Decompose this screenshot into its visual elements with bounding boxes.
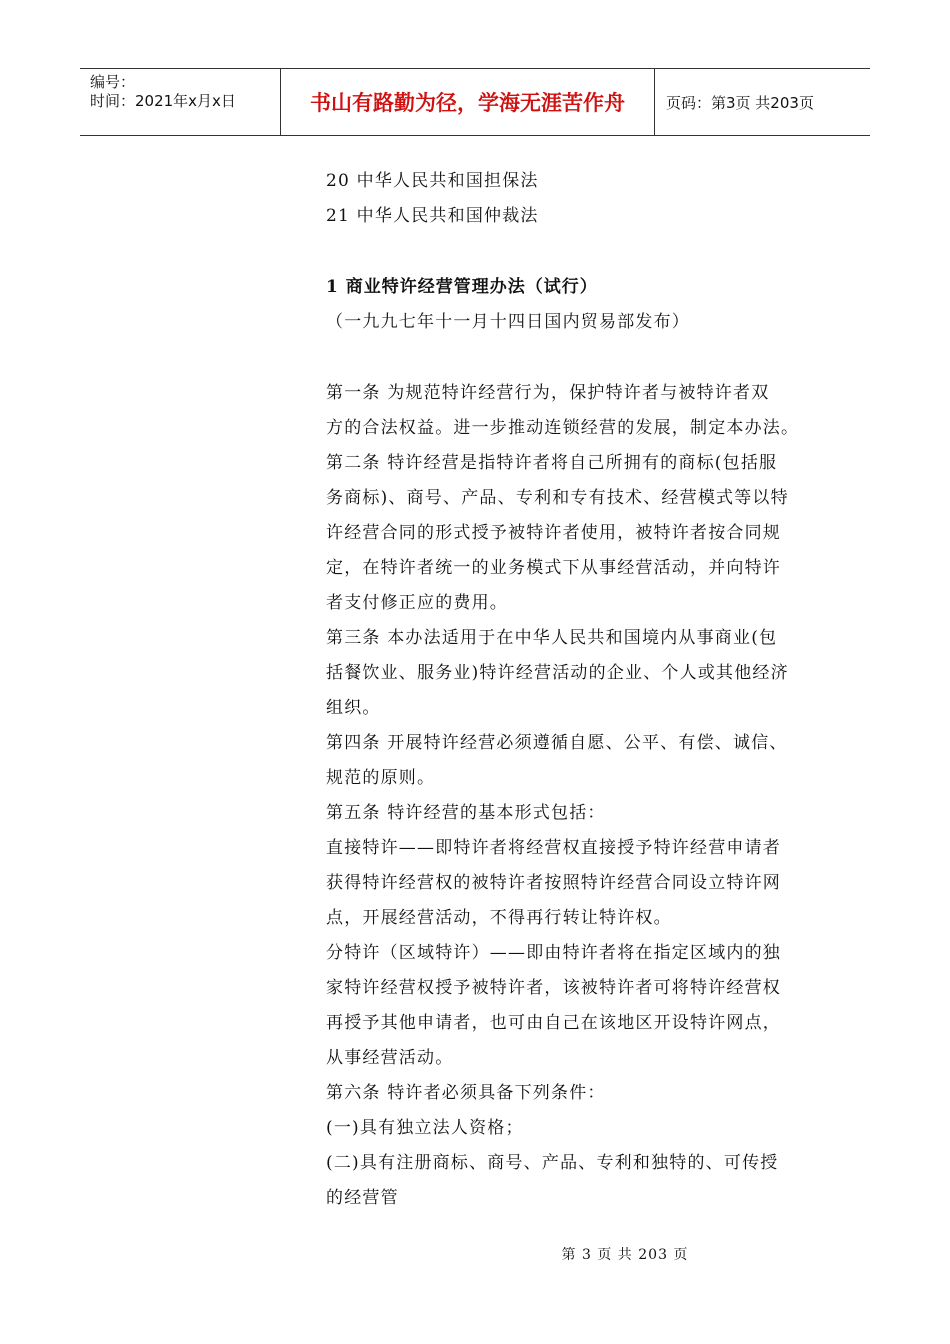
header-motto: 书山有路勤为径，学海无涯苦作舟 [281,69,655,135]
body-line: 许经营合同的形式授予被特许者使用，被特许者按合同规 [326,523,781,543]
body-line: 分特许（区域特许）——即由特许者将在指定区域内的独 [326,943,781,963]
list-item: 21 中华人民共和国仲裁法 [326,206,539,226]
header-meta [80,69,281,135]
body-line: 的经营管 [326,1188,399,1208]
body-line: (一)具有独立法人资格； [326,1118,524,1138]
body-line: 从事经营活动。 [326,1048,454,1068]
body-line: 第二条 特许经营是指特许者将自己所拥有的商标(包括服 [326,453,778,473]
body-line: 方的合法权益。进一步推动连锁经营的发展，制定本办法。 [326,418,800,438]
body-line: 第三条 本办法适用于在中华人民共和国境内从事商业(包 [326,628,778,648]
page-footer [0,1244,950,1264]
body-line: 第一条 为规范特许经营行为，保护特许者与被特许者双 [326,383,770,403]
issue-note: （一九九七年十一月十四日国内贸易部发布） [326,312,690,332]
body-line: 者支付修正应的费用。 [326,593,508,613]
body-line: 第四条 开展特许经营必须遵循自愿、公平、有偿、诚信、 [326,733,788,753]
section-title: 1 商业特许经营管理办法（试行） [326,277,598,297]
body-line: (二)具有注册商标、商号、产品、专利和独特的、可传授 [326,1153,779,1173]
body-line: 定，在特许者统一的业务模式下从事经营活动，并向特许 [326,558,781,578]
page-header [80,68,870,136]
footer-page-number: 第 3 页 共 203 页 [561,1247,689,1263]
body-line: 括餐饮业、服务业)特许经营活动的企业、个人或其他经济 [326,663,789,683]
body-line: 务商标)、商号、产品、专利和专有技术、经营模式等以特 [326,488,789,508]
document-number-label: 编号： [90,73,136,91]
body-paragraphs [326,376,826,1216]
document-body [326,164,826,1216]
body-line: 直接特许——即特许者将经营权直接授予特许经营申请者 [326,838,781,858]
body-line: 获得特许经营权的被特许者按照特许经营合同设立特许网 [326,873,781,893]
body-line: 家特许经营权授予被特许者，该被特许者可将特许经营权 [326,978,781,998]
header-page-info: 页码：第3页 共203页 [666,93,814,112]
body-line: 组织。 [326,698,381,718]
body-line: 再授予其他申请者，也可由自己在该地区开设特许网点， [326,1013,781,1033]
body-line: 第六条 特许者必须具备下列条件： [326,1083,606,1103]
list-item: 20 中华人民共和国担保法 [326,171,539,191]
document-date-label: 时间：2021年x月x日 [90,92,236,110]
body-line: 规范的原则。 [326,768,436,788]
body-line: 点，开展经营活动，不得再行转让特许权。 [326,908,672,928]
body-line: 第五条 特许经营的基本形式包括： [326,803,606,823]
